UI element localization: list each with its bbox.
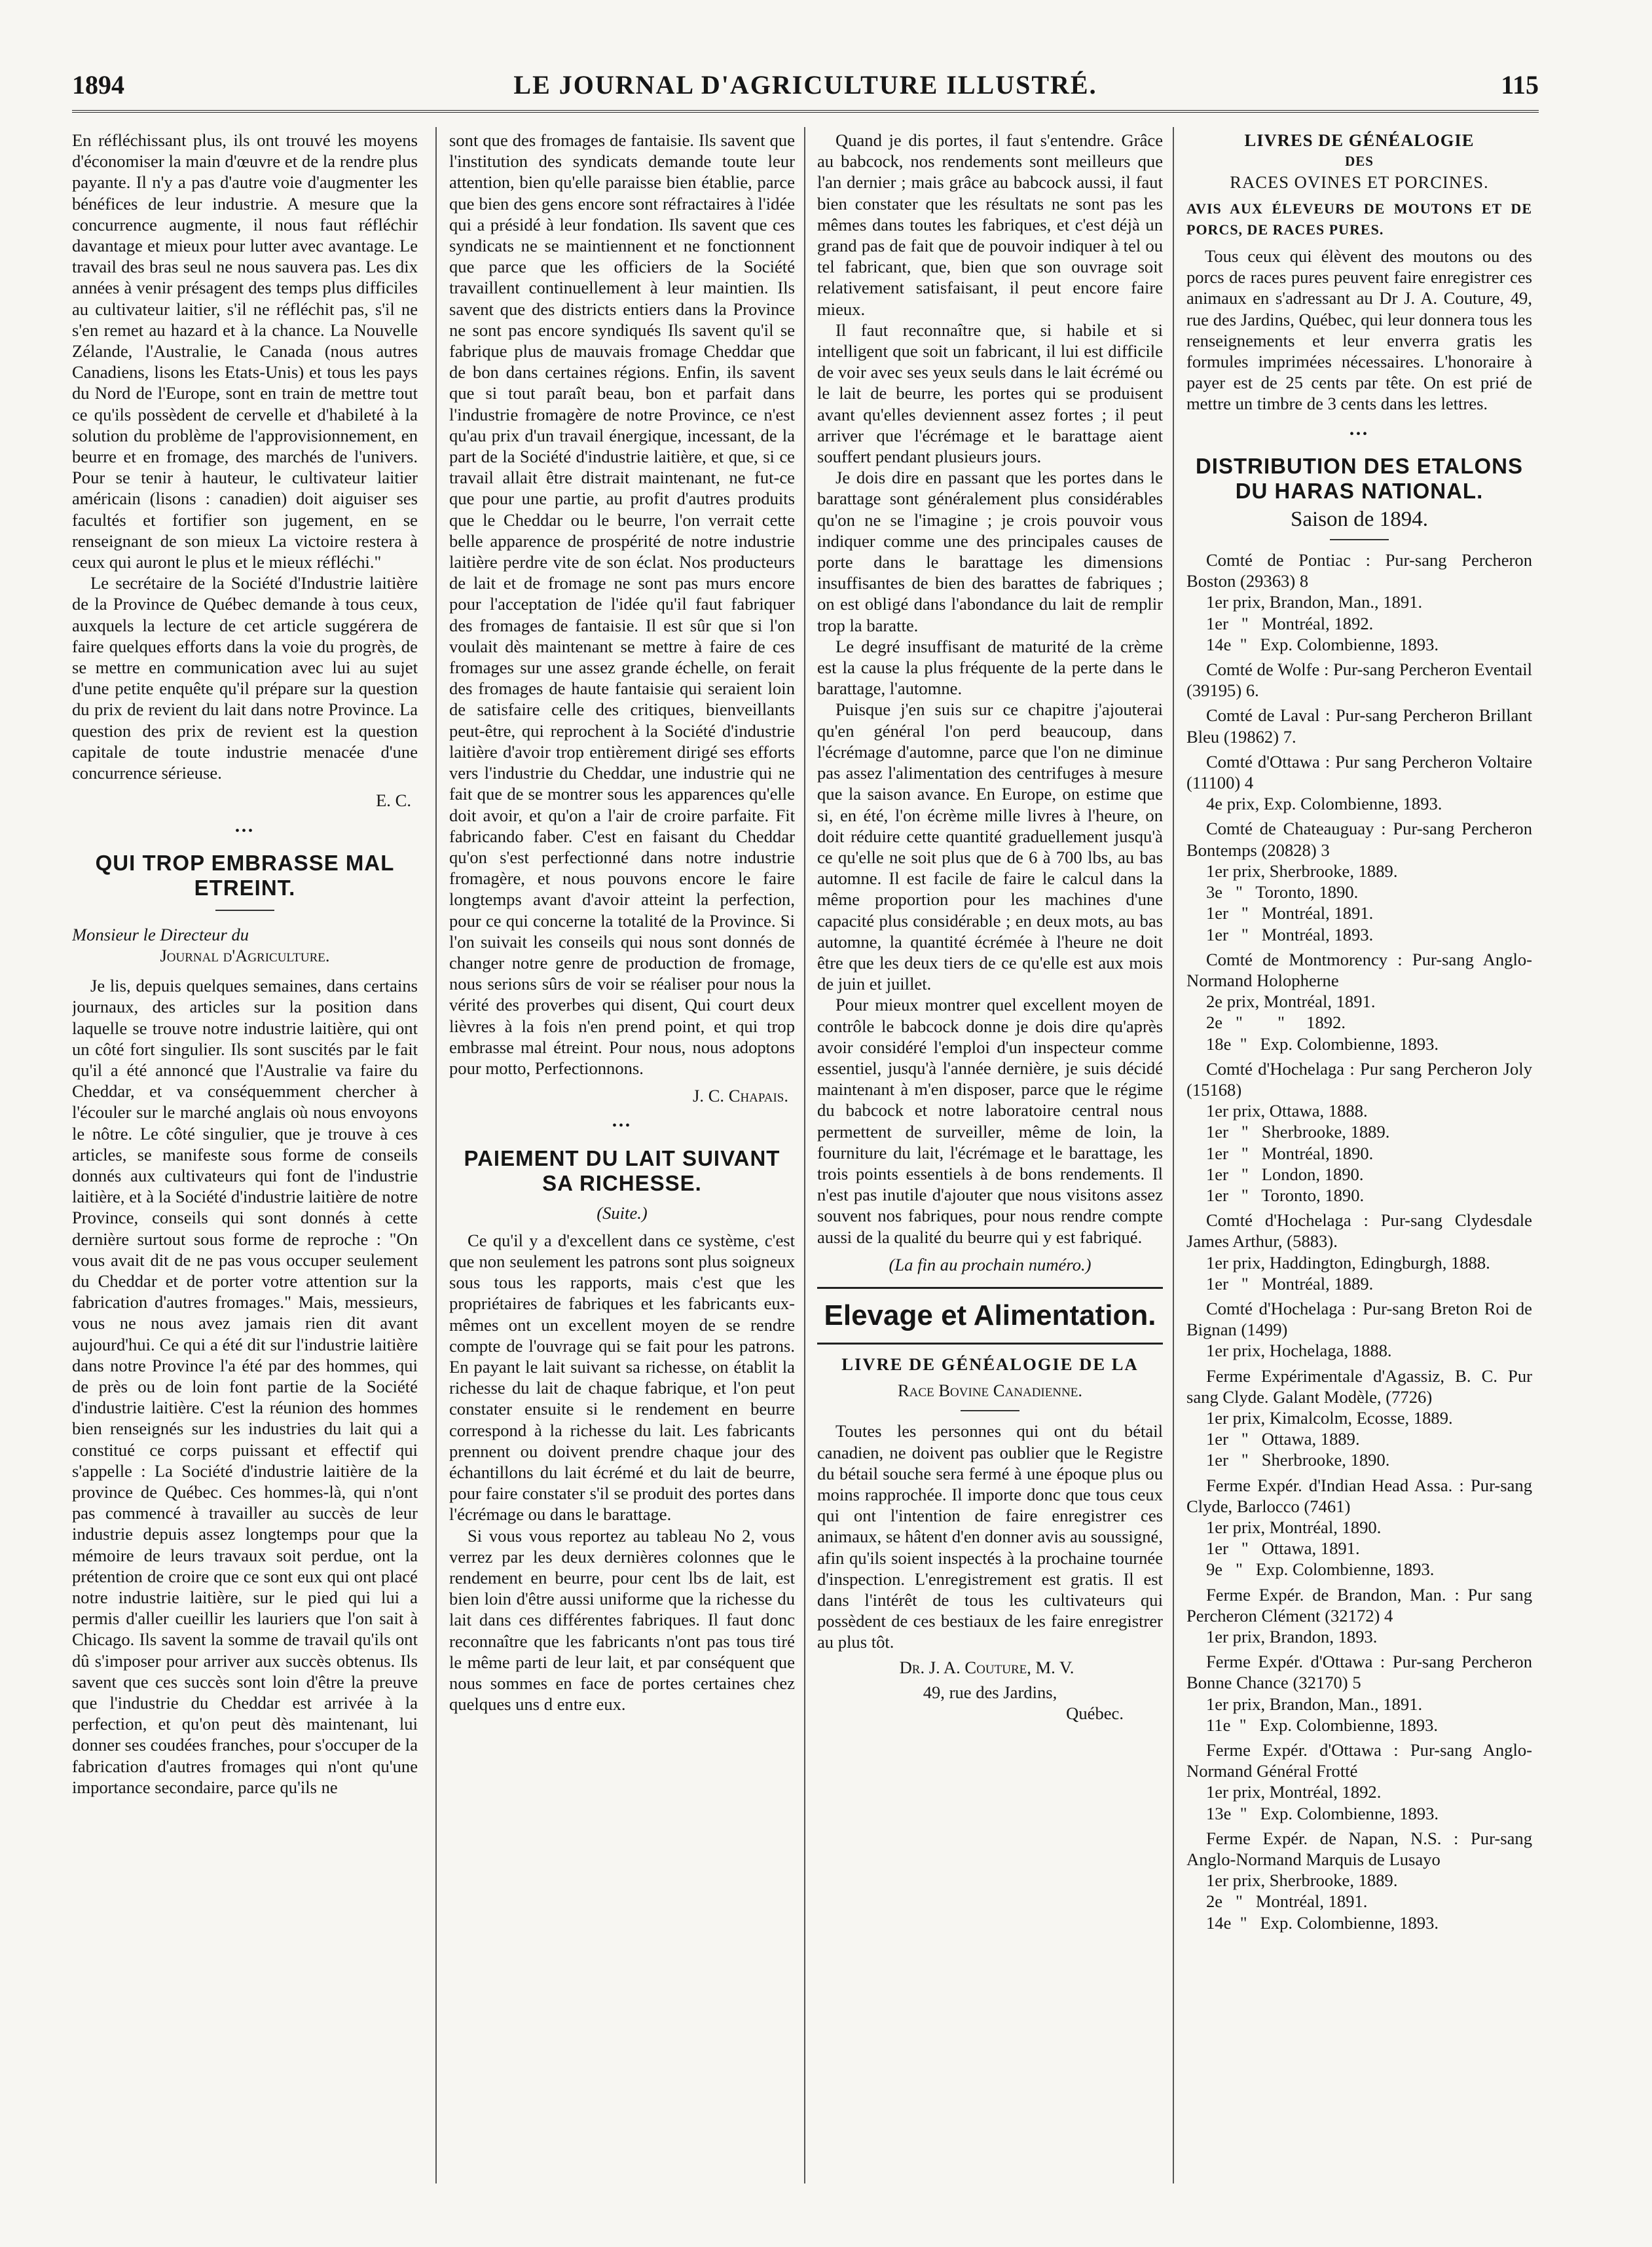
- season-subtitle: Saison de 1894.: [1291, 507, 1428, 531]
- prize-line: 1er " Sherbrooke, 1889.: [1206, 1122, 1390, 1142]
- section-title: Elevage et Alimentation.: [824, 1299, 1156, 1331]
- registry-title: LIVRES DE GÉNÉALOGIE: [1244, 130, 1475, 150]
- stallion-entry: Ferme Expér. de Brandon, Man. : Pur sang Percheron Clément (32172) 4: [1186, 1584, 1532, 1625]
- paragraph: Je dois dire en passant que les portes dans le barattage sont généralement plus considérables qu'on ne se l'imagine ; je crois pouvoir vous indiquer comme une des principales causes de porte dans le barattage les dimensions insuffisantes de bien des barattes de fabriques ; on est obligé dans l'abondance du lait de remplir trop la baratte.: [817, 468, 1163, 635]
- prize-line: 13e " Exp. Colombienne, 1893.: [1206, 1803, 1439, 1823]
- prize-line: 3e " Toronto, 1890.: [1206, 882, 1359, 902]
- stallion-list: [1186, 549, 1532, 1933]
- prize-line: 4e prix, Exp. Colombienne, 1893.: [1206, 794, 1442, 814]
- prize-line: 14e " Exp. Colombienne, 1893.: [1206, 1912, 1439, 1933]
- salutation-journal: Journal d'Agriculture.: [160, 945, 330, 965]
- prize-line: 1er " Sherbrooke, 1890.: [1206, 1450, 1390, 1470]
- stallion-entry: Ferme Expér. de Napan, N.S. : Pur-sang Anglo-Normand Marquis de Lusayo: [1186, 1828, 1532, 1870]
- prize-line: 11e " Exp. Colombienne, 1893.: [1206, 1715, 1439, 1735]
- prize-line: 1er prix, Brandon, Man., 1891.: [1206, 592, 1423, 612]
- prize-line: 1er prix, Sherbrooke, 1889.: [1206, 1870, 1398, 1891]
- paragraph: sont que des fromages de fantaisie. Ils savent que l'institution des syndicats demande toute leur attention, bien qu'elle paraisse bien établie, parce que bien des gens encore sont réfractaires à l'idée qui a présidé à leur fondation. Ils savent que ces syndicats ne se maintiennent et ne fonctionnent que parce que les officiers de la Société travaillent continuellement à leur maintien. Ils savent que des districts entiers dans la Province ne sont pas encore syndiqués Ils savent qu'il se fabrique plus de mauvais fromage Cheddar que de bon dans certaines régions. Enfin, ils savent que si tout paraît beau, bon et parfait dans l'industrie fromagère de notre Province, ce n'est qu'au prix d'un travail énergique, incessant, de la part de la Société d'industrie laitière, et que, si ce travail allait être distrait maintenant, ne fut-ce que pour une partie, au profit d'autres produits que le Cheddar ou le beurre, l'on verrait cette belle apparence de prospérité de notre industrie laitière perdre vite de son éclat. Nos producteurs de lait et de fromage ne sont pas murs encore pour l'acceptation de l'idée qu'il faut fabriquer des fromages de fantaisie. Il est sûr que si l'on voulait dès maintenant se mettre à faire de ces fromages sur une assez grande échelle, on ferait des fromages de haute fantaisie qui seraient loin de satisfaire celle des critiques, bienveillants peut-être, qui reprochent à la Société d'industrie laitière d'avoir trop entièrement dirigé ses efforts vers l'industrie du Cheddar, une industrie qui ne fait que de se montrer sous les apparences qu'elle doit avoir, et qu'on a l'air de croire parfaite. Fit fabricando faber. C'est en faisant du Cheddar qu'on s'est perfectionné dans notre industrie fromagère, et nous pouvons encore le faire longtemps avant d'avoir atteint la perfection, pour ce qui concerne la totalité de la Province. Si l'on suivait les conseils qui nous sont donnés de changer notre genre de production de fromage, nous serions sûrs de voir se réaliser pour nous la vérité des proverbes qui disent, Qui court deux lièvres à la fois n'en prend point, et qui trop embrasse mal étreint. Pour nous, nous adoptons pour motto, Perfectionnons.: [449, 130, 795, 1078]
- prize-line: 1er " Ottawa, 1889.: [1206, 1429, 1360, 1449]
- prize-line: 2e " Montréal, 1891.: [1206, 1891, 1368, 1912]
- stallion-entry: Comté d'Hochelaga : Pur sang Percheron Joly (15168): [1186, 1058, 1532, 1100]
- column-2: [449, 130, 795, 2180]
- article-heading: QUI TROP EMBRASSE MAL ETREINT.: [95, 850, 395, 900]
- paragraph: Toutes les personnes qui ont du bétail canadien, ne doivent pas oublier que le Registre du bétail souche sera fermé à une époque plus ou moins rapprochée. Il importe donc que tous ceux qui ont l'intention de faire enregistrer ces animaux, se hâtent d'en donner avis au soussigné, afin qu'ils soient inspectés à la prochaine tournée d'inspection. L'enregistrement est gratis. Il est dans l'intérêt de tous les cultivateurs qui possèdent de ces bestiaux de les faire enregistrer au plus tôt.: [817, 1421, 1163, 1652]
- column-3: [817, 130, 1163, 2180]
- prize-line: 1er " Montréal, 1890.: [1206, 1143, 1374, 1163]
- paragraph: Puisque j'en suis sur ce chapitre j'ajouterai qu'en général l'on perd beaucoup, dans l'écrémage d'automne, parce que l'on ne diminue pas assez l'alimentation des centrifuges à mesure que la saison avance. En Europe, on estime que si, en été, l'on écrème mille livres à l'heure, on doit réduire cette quantité graduellement jusqu'à ce qu'elle ne soit plus que de 6 à 700 lbs, au bas automne. Il est facile de faire le calcul dans la même proportion pour les machines d'une capacité plus considérable ; en deux mots, au bas automne, la quantité écrémée à l'heure ne doit être que les deux tiers de ce qu'elle est aux mois de juin et juillet.: [817, 699, 1163, 994]
- prize-line: 1er prix, Kimalcolm, Ecosse, 1889.: [1206, 1407, 1453, 1428]
- continued-note: (Suite.): [597, 1202, 648, 1223]
- separator-ornament: •••: [612, 1119, 632, 1134]
- notice-heading: AVIS AUX ÉLEVEURS DE MOUTONS ET DE PORCS, DE RACES PURES.: [1186, 200, 1532, 238]
- prize-line: 1er prix, Sherbrooke, 1889.: [1206, 861, 1398, 881]
- paragraph: Il faut reconnaître que, si habile et si intelligent que soit un fabricant, il lui est difficile de voir avec ses yeux seuls dans le lait écrémé ou le lait de beurre, les portes qui se produisent avant qu'elles deviennent assez fortes ; il peut arriver que l'écrémage et le barattage aient souffert pendant plusieurs jours.: [817, 320, 1163, 467]
- column-4: [1186, 130, 1532, 2180]
- paragraph: Quand je dis portes, il faut s'entendre. Grâce au babcock, nos rendements sont meilleurs que l'an dernier ; mais grâce au babcock aussi, il faut bien constater que les résultats ne sont pas les mêmes dans toutes les fabriques, et c'est déjà un grand pas de fait que de pouvoir indiquer à tel ou tel fabricant, que, bien que son ouvrage soit relativement satisfaisant, il peut encore faire mieux.: [817, 130, 1163, 319]
- paragraph: Le degré insuffisant de maturité de la crème est la cause la plus fréquente de la perte dans le barattage, l'automne.: [817, 636, 1163, 699]
- signature: J. C. Chapais.: [693, 1086, 788, 1106]
- paragraph: Si vous vous reportez au tableau No 2, vous verrez par les deux dernières colonnes que le rendement en beurre, pour cent lbs de lait, est bien loin d'être aussi uniforme que la richesse du lait dans ces différentes fabriques. Il faut donc reconnaître que les fabricants n'ont pas tous tiré le même parti de leur lait, et par conséquent que nous sommes en face de portes certaines chez quelques uns d entre eux.: [449, 1525, 795, 1715]
- prize-line: 1er prix, Montréal, 1892.: [1206, 1782, 1382, 1802]
- stallion-entry: Comté d'Hochelaga : Pur-sang Clydesdale James Arthur, (5883).: [1186, 1210, 1532, 1252]
- stallion-entry: Comté de Chateauguay : Pur-sang Percheron Bontemps (20828) 3: [1186, 819, 1532, 860]
- stallion-entry: Ferme Expér. d'Ottawa : Pur-sang Anglo-Normand Général Frotté: [1186, 1740, 1532, 1781]
- section-banner: [817, 1287, 1163, 1345]
- prize-line: 2e prix, Montréal, 1891.: [1206, 992, 1376, 1012]
- prize-line: 1er prix, Ottawa, 1888.: [1206, 1101, 1368, 1121]
- paragraph: Ce qu'il y a d'excellent dans ce système, c'est que non seulement les patrons sont plus soigneux sous tous les rapports, mais c'est que les propriétaires de fabriques et les fabricants eux-mêmes ont un excellent moyen de se rendre compte de l'ouvrage qui se fait pour les patrons. En payant le lait suivant sa richesse, on établit la richesse du lait de chaque fabrique, et l'on peut constater ensuite si le rendement en beurre correspond à la richesse du lait. Les fabricants prennent ou doivent prendre chaque jour des échantillons du lait écrémé et du lait de beurre, pour faire constater s'il se produit des portes dans l'écrémage ou dans le barattage.: [449, 1230, 795, 1525]
- prize-line: 2e " " 1892.: [1206, 1012, 1346, 1033]
- prize-line: 1er " Montréal, 1889.: [1206, 1273, 1374, 1293]
- prize-line: 9e " Exp. Colombienne, 1893.: [1206, 1559, 1435, 1580]
- prize-line: 1er " Montréal, 1891.: [1206, 903, 1374, 923]
- prize-line: 1er " Toronto, 1890.: [1206, 1185, 1365, 1205]
- heading-rule: [961, 1410, 1019, 1411]
- signature: E. C.: [376, 790, 411, 811]
- stallion-entry: Comté de Montmorency : Pur-sang Anglo-Normand Holopherne: [1186, 949, 1532, 990]
- paragraph: Pour mieux montrer quel excellent moyen de contrôle le babcock donne je dois dire qu'après avoir considéré l'emploi d'un inspecteur comme essentiel, jusqu'à l'année dernière, je suis décidé maintenant à m'en disposer, parce que le régime du babcock et notre laboratoire central nous permettent de surveiller, même de loin, la fourniture du lait, l'écrémage et le barattage, les trois points essentiels à de bons rendements. Il n'est pas inutile d'ajouter que nous visitons assez souvent nos fabriques, pour nous rendre compte aussi de la qualité du beurre qui y est fabriqué.: [817, 995, 1163, 1247]
- header-page-number: 115: [1501, 70, 1539, 100]
- heading-rule: [215, 910, 274, 911]
- prize-line: 14e " Exp. Colombienne, 1893.: [1206, 634, 1439, 654]
- separator-ornament: •••: [234, 823, 255, 838]
- prize-line: 1er prix, Brandon, Man., 1891.: [1206, 1694, 1423, 1714]
- prize-line: 1er " Ottawa, 1891.: [1206, 1538, 1360, 1559]
- prize-line: 1er prix, Brandon, 1893.: [1206, 1627, 1378, 1646]
- signature-address: 49, rue des Jardins,: [923, 1682, 1057, 1702]
- stallion-entry: Comté d'Hochelaga : Pur-sang Breton Roi de Bignan (1499): [1186, 1298, 1532, 1340]
- article-heading: PAIEMENT DU LAIT SUIVANT SA RICHESSE.: [464, 1145, 780, 1195]
- stallion-entry: Comté de Wolfe : Pur-sang Percheron Eventail (39195) 6.: [1186, 659, 1532, 701]
- prize-line: 1er prix, Hochelaga, 1888.: [1206, 1341, 1392, 1361]
- header-title: LE JOURNAL D'AGRICULTURE ILLUSTRÉ.: [513, 70, 1097, 100]
- salutation: Monsieur le Directeur du: [72, 924, 249, 944]
- column-rule: [435, 127, 437, 2183]
- signature-city: Québec.: [1066, 1703, 1124, 1724]
- heading-rule: [1330, 539, 1389, 540]
- registry-heading: LIVRE DE GÉNÉALOGIE DE LA: [841, 1354, 1139, 1374]
- stallion-entry: Ferme Expér. d'Ottawa : Pur-sang Percheron Bonne Chance (32170) 5: [1186, 1652, 1532, 1693]
- prize-line: 1er prix, Montréal, 1890.: [1206, 1517, 1382, 1537]
- stallion-entry: Ferme Expérimentale d'Agassiz, B. C. Pur sang Clyde. Galant Modèle, (7726): [1186, 1365, 1532, 1407]
- stallion-entry: Comté d'Ottawa : Pur sang Percheron Voltaire (11100) 4: [1186, 751, 1532, 793]
- registry-title-races: RACES OVINES ET PORCINES.: [1230, 172, 1489, 193]
- stallion-entry: Comté de Pontiac : Pur-sang Percheron Boston (29363) 8: [1186, 550, 1532, 591]
- header-year: 1894: [72, 70, 124, 100]
- prize-line: 1er " London, 1890.: [1206, 1164, 1364, 1184]
- registry-subheading: Race Bovine Canadienne.: [897, 1381, 1083, 1401]
- to-be-continued-note: (La fin au prochain numéro.): [889, 1254, 1092, 1274]
- prize-line: 1er " Montréal, 1892.: [1206, 613, 1374, 633]
- stallion-entry: Ferme Expér. d'Indian Head Assa. : Pur-sang Clyde, Barlocco (7461): [1186, 1475, 1532, 1516]
- prize-line: 1er " Montréal, 1893.: [1206, 924, 1374, 944]
- paragraph: Tous ceux qui élèvent des moutons ou des porcs de races pures peuvent faire enregistrer ces animaux en s'adressant au Dr J. A. Couture, 49, rue des Jardins, Québec, qui leur donnera tous les renseignements et leur enverra gratis les formules imprimées nécessaires. L'honoraire à payer est de 25 cents par tête. On est prié de mettre un timbre de 3 cents dans les lettres.: [1186, 246, 1532, 414]
- registry-title-des: DES: [1345, 153, 1374, 170]
- signature-name: Dr. J. A. Couture, M. V.: [899, 1657, 1074, 1677]
- article-heading: DISTRIBUTION DES ETALONS DU HARAS NATIONAL.: [1195, 453, 1524, 503]
- column-rule: [804, 127, 805, 2183]
- page-header: [72, 64, 1539, 113]
- prize-line: 1er prix, Haddington, Edingburgh, 1888.: [1206, 1252, 1490, 1272]
- column-1: [72, 130, 418, 2180]
- paragraph: Je lis, depuis quelques semaines, dans certains journaux, des articles sur la position dans laquelle se trouve notre industrie laitière, qui ont un côté fort singulier. Ils sont suscités par le fait qu'il a été annoncé que l'Australie va faire du Cheddar, et va conséquemment chercher à l'écouler sur le marché anglais où nous envoyons le nôtre. Le côté singulier, que je trouve à ces articles, se manifeste sous forme de conseils donnés aux cultivateurs qui font de l'industrie laitière, et à la Société d'industrie laitière de notre Province, conseils qui sont donnés à cette dernière surtout sous forme de reproche : "On vous avait dit de ne pas vous occuper seulement du Cheddar et de porter votre attention sur la fabrication d'autres fromages." Mais, messieurs, vous ne nous avez jamais rien dit avant aujourd'hui. Ce qui a été dit sur l'industrie laitière dans notre Province l'a été par des hommes, qui de près ou de loin font partie de la Société d'industrie laitière. C'est la réunion des hommes bien renseignés sur les industries du lait qui a constitué ce corps puissant et effectif qui s'appelle : La Société d'industrie laitière de la province de Québec. Ces hommes-là, qui n'ont pas commencé à travailler au succès de leur industrie depuis assez longtemps pour que la mémoire de leurs travaux soit perdue, ont la prétention de croire que ce sont eux qui ont placé notre industrie laitière, sur le pied qui lui a permis d'aller cueillir les lauriers que l'on sait à Chicago. Ils savent la somme de travail qu'ils ont dû s'imposer pour arriver aux succès obtenus. Ils savent que ces succès sont loin d'être la preuve que l'industrie du Cheddar est arrivée à la perfection, et qu'on peut dès maintenant, lui donner ses coudées franches, pour s'occuper de la fabrication d'autres fromages qui n'ont qu'une importance secondaire, parce qu'ils ne: [72, 976, 418, 1797]
- separator-ornament: •••: [1349, 426, 1369, 441]
- paragraph: En réfléchissant plus, ils ont trouvé les moyens d'économiser la main d'œuvre et de la rendre plus payante. Il n'y a pas d'autre voie d'augmenter les bénéfices de leur industrie. A mesure que la concurrence augmente, il nous faut réfléchir davantage et mieux pour lutter avec avantage. Le travail des bras seul ne nous sauvera pas. Les dix années à venir présagent des temps plus difficiles au cultivateur laitier, s'il ne réfléchit pas, s'il ne s'en remet au hazard et à la chance. La Nouvelle Zélande, l'Australie, le Canada (nous autres Canadiens, lisons les Etats-Unis) et tous les pays du Nord de l'Europe, sont en train de mettre tout ce qu'ils possèdent de cervelle et d'habileté à la solution du problème de l'approvisionnement, en beurre et en fromage, des marchés de l'univers. Pour se tenir à hauteur, le cultivateur laitier américain (lisons : canadien) doit aiguiser ses facultés et fortifier son jugement, en se renseignant de son mieux La victoire restera à ceux qui auront le plus et le mieux réfléchi.": [72, 130, 418, 572]
- prize-line: 18e " Exp. Colombienne, 1893.: [1206, 1033, 1439, 1054]
- stallion-entry: Comté de Laval : Pur-sang Percheron Brillant Bleu (19862) 7.: [1186, 705, 1532, 747]
- column-rule: [1173, 127, 1174, 2183]
- paragraph: Le secrétaire de la Société d'Industrie laitière de la Province de Québec demande à tous ceux, auxquels la lecture de cet article suggérera de faire quelques efforts dans la voie du progrès, de se mettre en communication avec lui au sujet d'une petite enquête qu'il prépare sur la question du prix de revient du lait dans notre Province. La question des prix de revient est la question capitale de toute industrie menacée d'une concurrence sérieuse.: [72, 573, 418, 783]
